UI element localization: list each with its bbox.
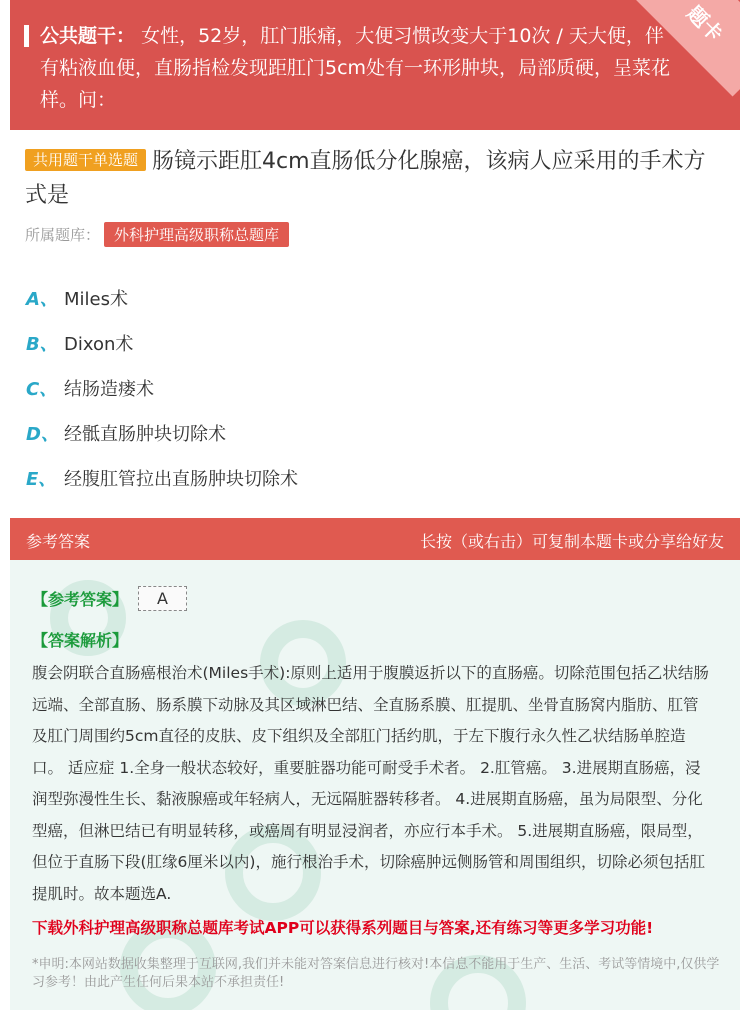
option-text: 经腹肛管拉出直肠肿块切除术 <box>64 468 298 490</box>
card-corner-label: 题卡 <box>682 0 728 47</box>
reference-answer <box>32 586 187 611</box>
reference-answer-value: A <box>138 586 187 611</box>
option-letter: D、 <box>26 423 59 445</box>
option-a[interactable] <box>26 275 298 320</box>
option-b[interactable] <box>26 320 298 365</box>
options-list <box>26 275 298 500</box>
stem-accent-bar <box>24 25 29 47</box>
stem-label: 公共题干： <box>40 25 136 47</box>
stem-banner <box>10 0 740 130</box>
answer-panel <box>10 560 740 1010</box>
stem-text <box>40 20 680 116</box>
option-e[interactable] <box>26 455 298 500</box>
option-letter: B、 <box>26 333 58 355</box>
app-download-promo[interactable]: 下载外科护理高级职称总题库考试APP可以获得系列题目与答案,还有练习等更多学习功能! <box>32 919 654 937</box>
option-d[interactable] <box>26 410 298 455</box>
answer-section-title: 参考答案 <box>26 532 91 551</box>
disclaimer: *申明:本网站数据收集整理于互联网,我们并未能对答案信息进行核对!本信息不能用于生产、生活、考试等情境中,仅供学习参考！由此产生任何后果本站不承担责任! <box>32 957 720 990</box>
explanation-label: 【答案解析】 <box>32 631 129 650</box>
stem-content: 女性，52岁，肛门胀痛，大便习惯改变大于10次 / 天大便，伴有粘液血便，直肠指检发现距肛门5cm处有一环形肿块，局部质硬，呈菜花样。问： <box>40 25 671 111</box>
question-bank <box>25 222 289 247</box>
option-letter: C、 <box>26 378 58 400</box>
bank-label: 所属题库： <box>25 226 101 244</box>
share-hint: 长按（或右击）可复制本题卡或分享给好友 <box>419 532 724 551</box>
option-text: 经骶直肠肿块切除术 <box>64 423 226 445</box>
question-type-tag: 共用题干单选题 <box>25 149 146 171</box>
answer-header <box>10 518 740 560</box>
option-letter: A、 <box>26 288 58 310</box>
question-text: 肠镜示距肛4cm直肠低分化腺癌，该病人应采用的手术方式是 <box>25 149 706 208</box>
question-title <box>25 145 725 213</box>
option-text: 结肠造瘘术 <box>64 378 154 400</box>
reference-answer-label: 【参考答案】 <box>32 590 129 609</box>
explanation-text: 腹会阴联合直肠癌根治术(Miles手术):原则上适用于腹膜返折以下的直肠癌。切除范围包括乙状结肠远端、全部直肠、肠系膜下动脉及其区域淋巴结、全直肠系膜、肛提肌、坐骨直肠窝内脂肪、肛管及肛门周围约5cm直径的皮肤、皮下组织及全部肛门括约肌，于左下腹行永久性乙状结肠单腔造口。 适应症 1.全身一般状态较好，重要脏器功能可耐受手术者。 2.肛管癌。 3.进展期直肠癌，浸润型弥漫性生长、黏液腺癌或年轻病人，无远隔脏器转移者。 4.进展期直肠癌，虽为局限型、分化型癌，但淋巴结已有明显转移，或癌周有明显浸润者，亦应行本手术。 5.进展期直肠癌，限局型，但位于直肠下段(肛缘6厘米以内)，施行根治手术，切除癌肿远侧肠管和周围组织，切除必须包括肛提肌时。故本题选A. <box>32 664 709 903</box>
bank-name-link[interactable]: 外科护理高级职称总题库 <box>104 222 289 247</box>
option-c[interactable] <box>26 365 298 410</box>
option-letter: E、 <box>26 468 57 490</box>
option-text: Dixon术 <box>64 333 134 355</box>
option-text: Miles术 <box>64 288 128 310</box>
